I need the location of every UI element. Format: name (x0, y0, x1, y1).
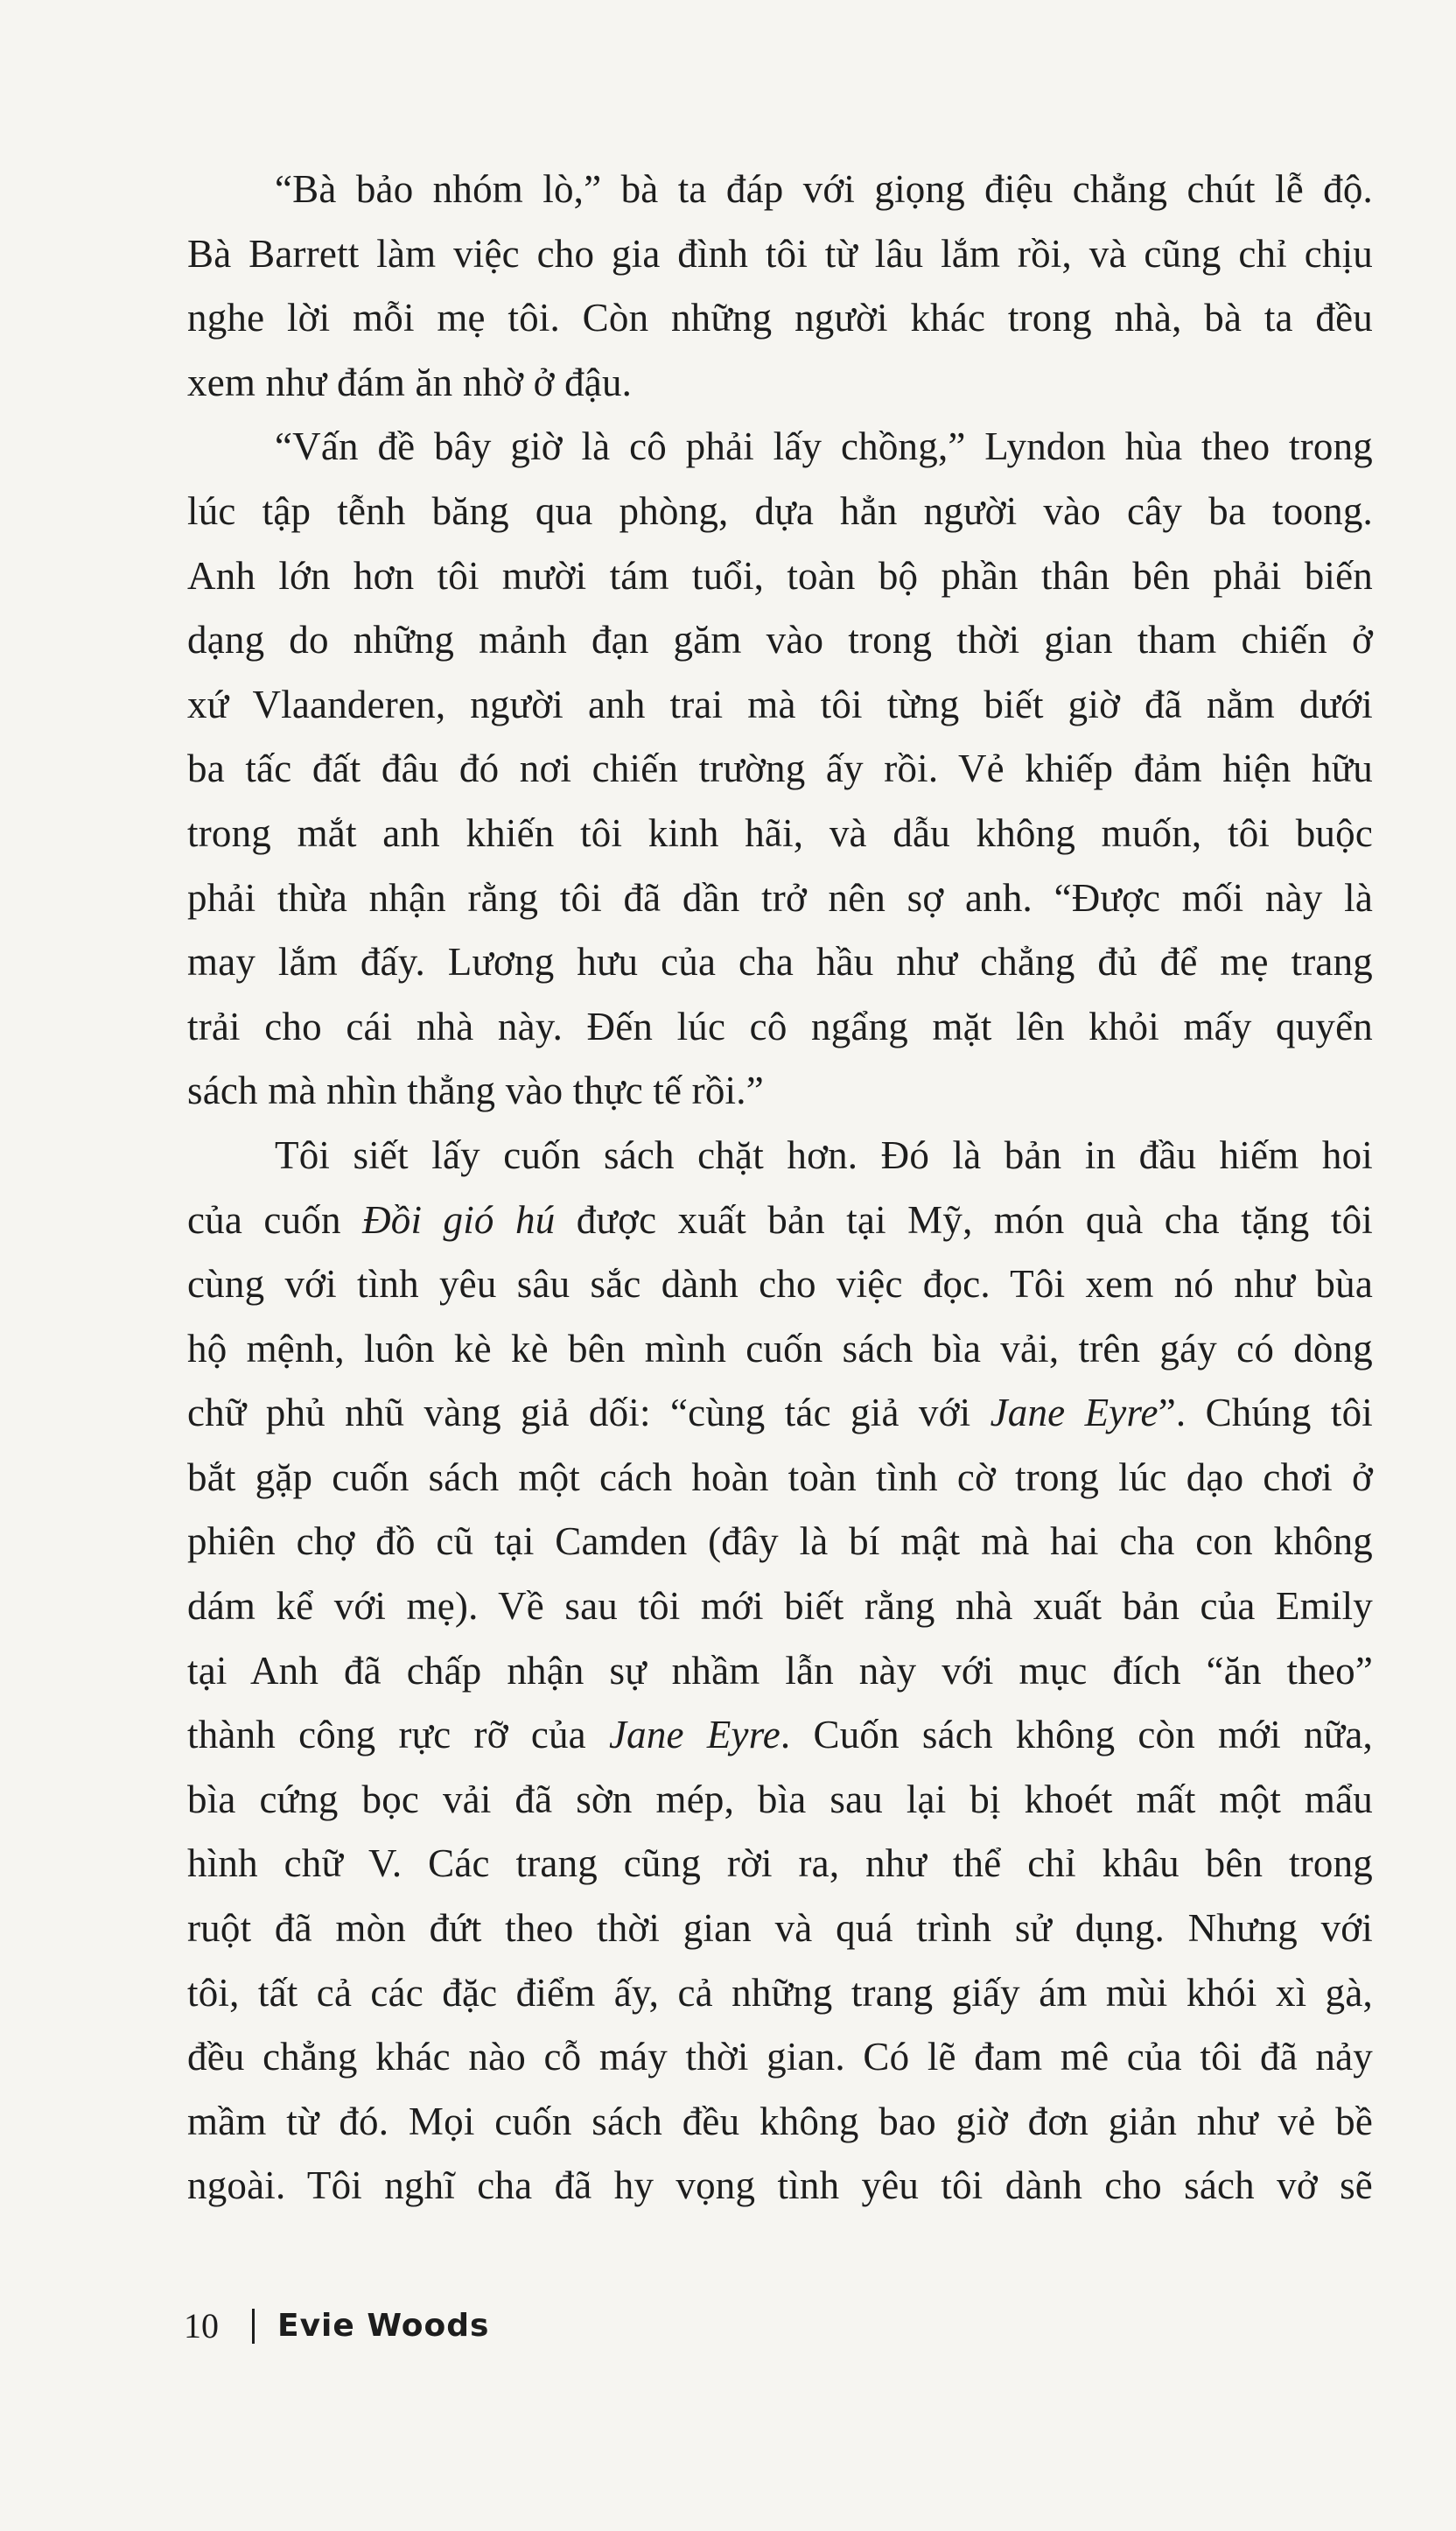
text-line: cùng với tình yêu sâu sắc dành cho việc đọc. Tôi xem nó như bùa (187, 1262, 1373, 1307)
book-title-italic: Jane Eyre (990, 1391, 1158, 1435)
text-line (187, 1381, 1373, 1446)
book-title-italic: Đồi gió hú (362, 1197, 556, 1242)
text-line (187, 1703, 1373, 1768)
text-line: mầm từ đó. Mọi cuốn sách đều không bao giờ đơn giản như vẻ bề (187, 2099, 1373, 2143)
text-segment: . Cuốn sách không còn mới nữa, (780, 1713, 1373, 1757)
text-segment: ”. Chúng tôi (1158, 1391, 1373, 1435)
text-line: “Bà bảo nhóm lò,” bà ta đáp với giọng điệu chẳng chút lễ độ. (275, 167, 1373, 211)
text-line: bắt gặp cuốn sách một cách hoàn toàn tình cờ trong lúc dạo chơi ở (187, 1455, 1373, 1499)
text-line: trong mắt anh khiến tôi kinh hãi, và dẫu không muốn, tôi buộc (187, 810, 1373, 855)
text-segment: chữ phủ nhũ vàng giả dối: “cùng tác giả với (187, 1391, 990, 1435)
text-line: xem như đám ăn nhờ ở đậu. (187, 360, 633, 404)
text-line: lúc tập tễnh băng qua phòng, dựa hẳn người vào cây ba toong. (187, 488, 1373, 533)
text-line: ruột đã mòn đứt theo thời gian và quá trình sử dụng. Nhưng với (187, 1906, 1373, 1951)
text-line: phiên chợ đồ cũ tại Camden (đây là bí mật mà hai cha con không (187, 1519, 1373, 1564)
text-line: tại Anh đã chấp nhận sự nhầm lẫn này với mục đích “ăn theo” (187, 1648, 1373, 1693)
text-line: may lắm đấy. Lương hưu của cha hầu như chẳng đủ để mẹ trang (187, 940, 1373, 985)
page-footer (184, 2300, 489, 2352)
text-line (187, 1188, 1373, 1253)
footer-separator (252, 2309, 255, 2344)
text-line: trải cho cái nhà này. Đến lúc cô ngẩng mặt lên khỏi mấy quyển (187, 1004, 1373, 1048)
text-line: đều chẳng khác nào cỗ máy thời gian. Có lẽ đam mê của tôi đã nảy (187, 2035, 1373, 2079)
text-line: Tôi siết lấy cuốn sách chặt hơn. Đó là bản in đầu hiếm hoi (275, 1132, 1373, 1177)
text-segment: thành công rực rỡ của (187, 1713, 609, 1757)
text-line: dám kể với mẹ). Về sau tôi mới biết rằng nhà xuất bản của Emily (187, 1584, 1373, 1629)
text-line: hộ mệnh, luôn kè kè bên mình cuốn sách bìa vải, trên gáy có dòng (187, 1326, 1373, 1371)
text-line: bìa cứng bọc vải đã sờn mép, bìa sau lại bị khoét mất một mẩu (187, 1777, 1373, 1821)
text-line: xứ Vlaanderen, người anh trai mà tôi từng biết giờ đã nằm dưới (187, 682, 1373, 726)
text-line: phải thừa nhận rằng tôi đã dần trở nên sợ anh. “Được mối này là (187, 875, 1373, 920)
text-segment: của cuốn (187, 1197, 363, 1242)
text-line: hình chữ V. Các trang cũng rời ra, như thể chỉ khâu bên trong (187, 1841, 1373, 1886)
text-line: ba tấc đất đâu đó nơi chiến trường ấy rồi. Vẻ khiếp đảm hiện hữu (187, 747, 1373, 791)
text-line: Bà Barrett làm việc cho gia đình tôi từ lâu lắm rồi, và cũng chỉ chịu (187, 231, 1373, 276)
text-line: dạng do những mảnh đạn găm vào trong thời gian tham chiến ở (187, 618, 1373, 663)
text-line: tôi, tất cả các đặc điểm ấy, cả những trang giấy ám mùi khói xì gà, (187, 1970, 1373, 2015)
body-text (187, 158, 1373, 2219)
book-title-italic: Jane Eyre (608, 1713, 780, 1757)
running-head-author: Evie Woods (277, 2308, 490, 2344)
text-segment: được xuất bản tại Mỹ, món quà cha tặng tôi (555, 1197, 1373, 1242)
text-line: ngoài. Tôi nghĩ cha đã hy vọng tình yêu tôi dành cho sách vở sẽ (187, 2163, 1373, 2208)
text-line: nghe lời mỗi mẹ tôi. Còn những người khác trong nhà, bà ta đều (187, 296, 1373, 340)
text-line: Anh lớn hơn tôi mười tám tuổi, toàn bộ phần thân bên phải biến (187, 553, 1373, 598)
text-line: “Vấn đề bây giờ là cô phải lấy chồng,” Lyndon hùa theo trong (275, 424, 1373, 469)
page-number: 10 (184, 2306, 219, 2345)
text-line: sách mà nhìn thẳng vào thực tế rồi.” (187, 1069, 764, 1113)
